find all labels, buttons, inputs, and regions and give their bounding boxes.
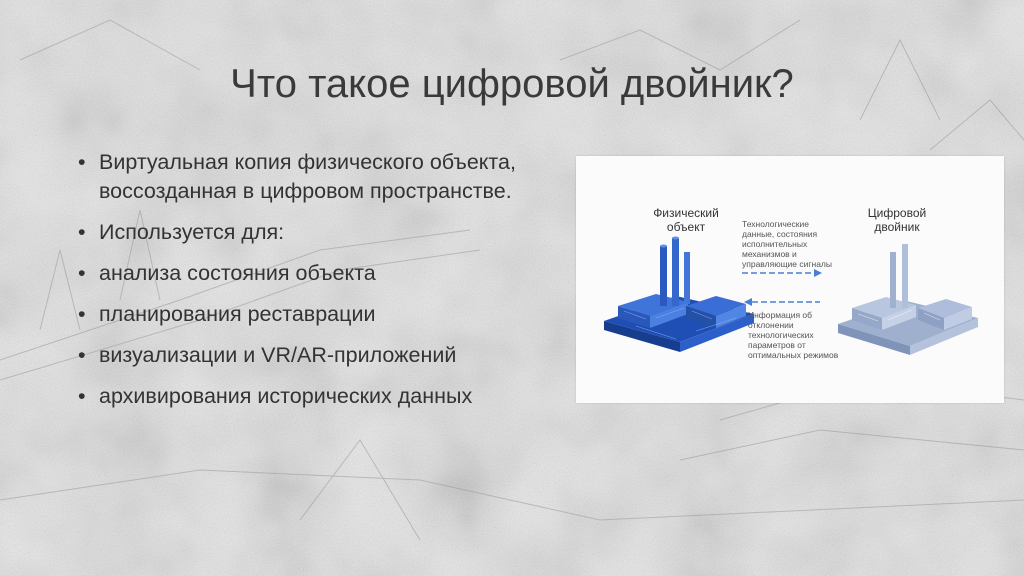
physical-object-label: Физический объект xyxy=(653,206,719,234)
top-flow-note: Технологические данные, состояния исполнительных механизмов и управляющие сигналы xyxy=(742,219,832,269)
data-flow-arrows xyxy=(742,269,822,306)
bullet-item: • визуализации и VR/AR-приложений xyxy=(78,341,568,370)
digital-twin-label: Цифровой двойник xyxy=(867,206,927,234)
diagram-graphics xyxy=(576,156,1004,403)
bottom-flow-note: Информация об отклонении технологических параметров от оптимальных режимов xyxy=(748,310,839,360)
digital-twin-diagram xyxy=(576,156,1004,403)
physical-factory-illustration xyxy=(604,237,754,353)
bullet-item: • Используется для: xyxy=(78,218,568,247)
bullet-item: • архивирования исторических данных xyxy=(78,382,568,411)
bullet-item: • Виртуальная копия физического объекта, воссозданная в цифровом пространстве. xyxy=(78,148,568,206)
bullet-item: • планирования реставрации xyxy=(78,300,568,329)
slide-title: Что такое цифровой двойник? xyxy=(230,62,794,106)
bullet-item: • анализа состояния объекта xyxy=(78,259,568,288)
digital-twin-illustration xyxy=(838,244,978,355)
bullet-list xyxy=(78,148,568,423)
